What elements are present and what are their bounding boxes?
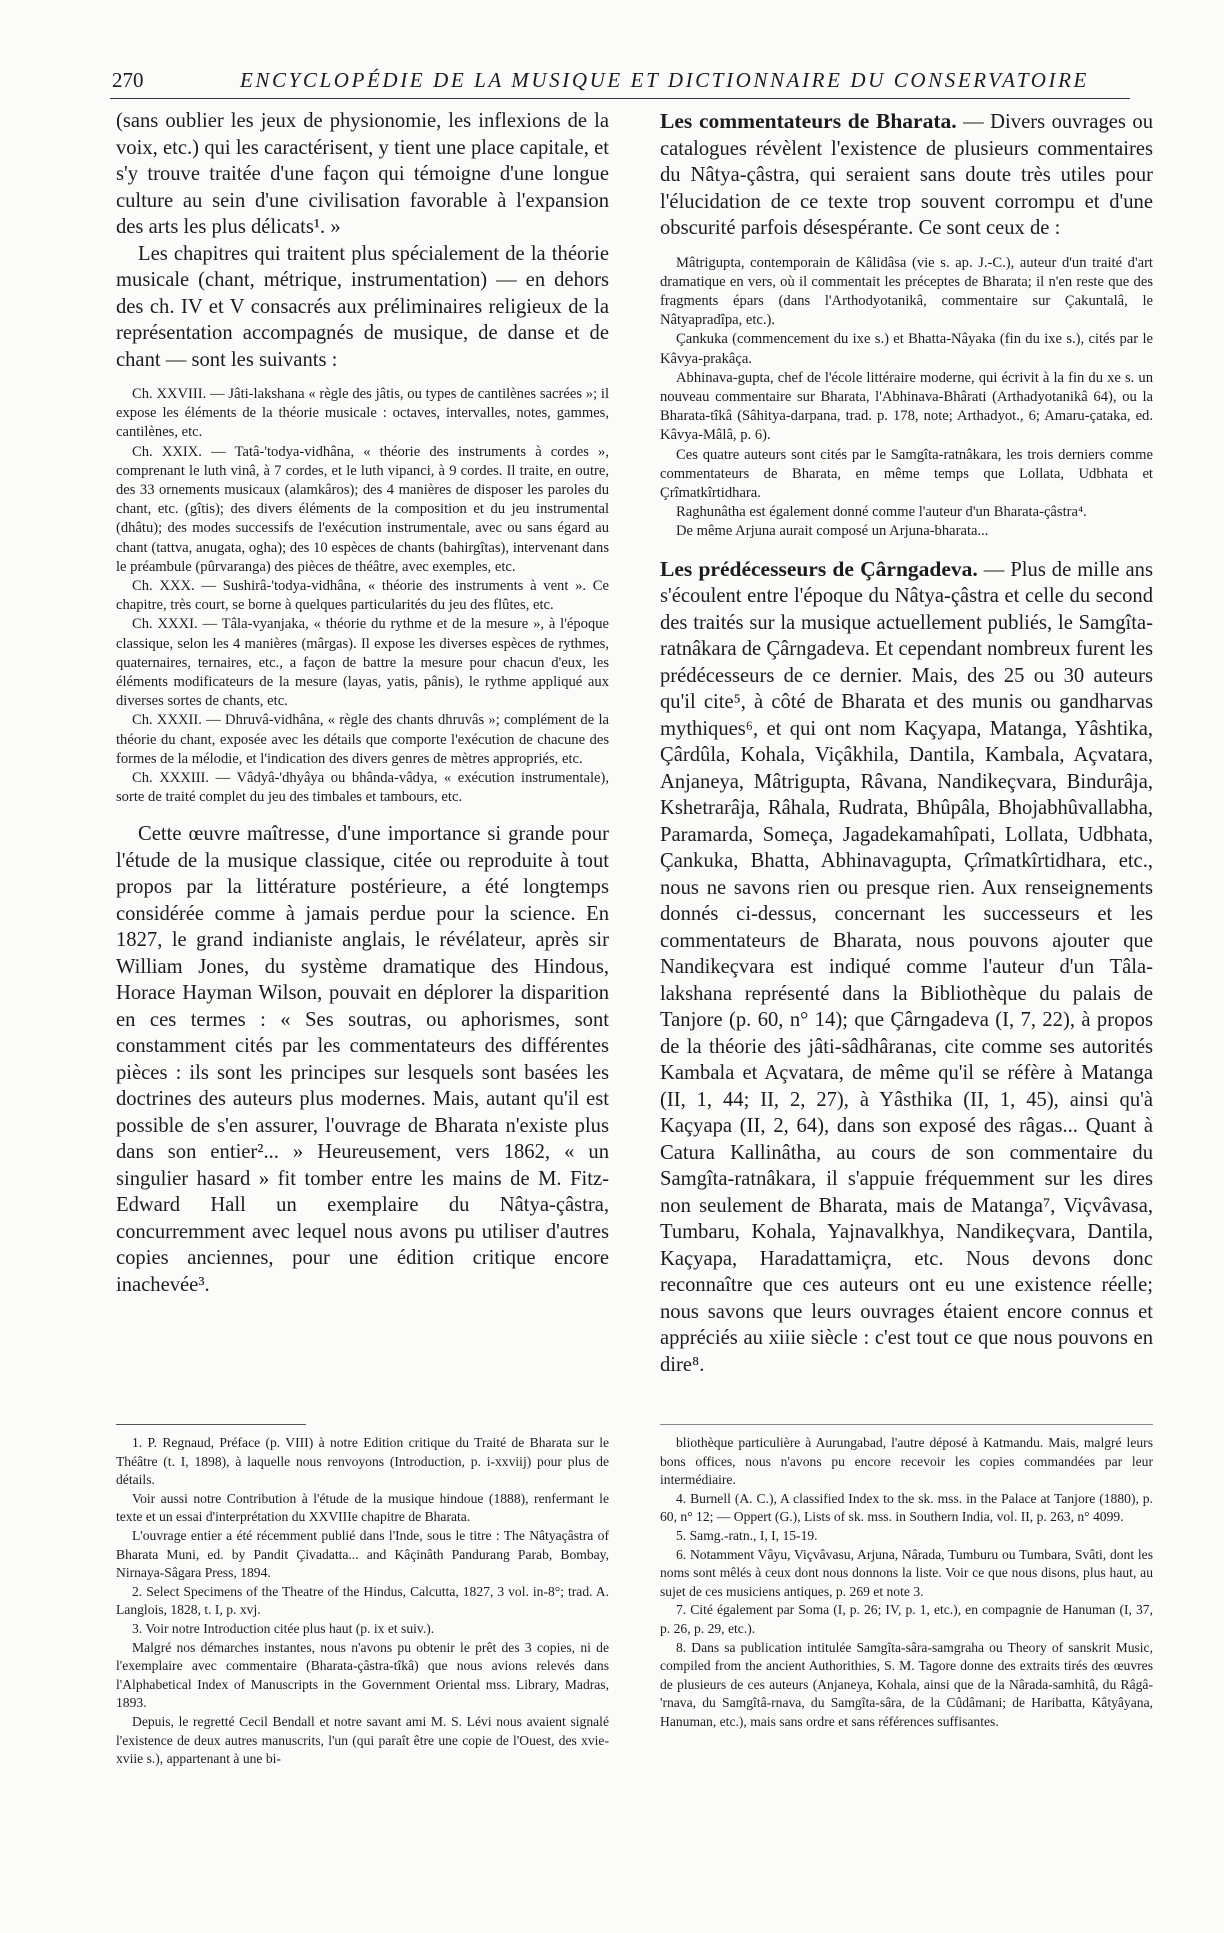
right-paragraph-2 xyxy=(660,556,1153,1379)
section-heading-predecesseurs: Les prédécesseurs de Çârngadeva. xyxy=(660,556,978,581)
chapter-item: Ch. XXVIII. — Jâti-lakshana « règle des jâtis, ou types de cantilènes sacrées »; il expose les éléments de la théorie musicale : octaves, intervalles, notes, gammes, cantilènes, etc. xyxy=(116,386,609,441)
page-number: 270 xyxy=(112,68,144,92)
left-paragraph-3: Cette œuvre maîtresse, d'une importance si grande pour l'étude de la musique classique, citée ou reproduite à tout propos par la littérature postérieure, a été longtemps considérée comme à jamais perdue pour la science. En 1827, le grand indianiste anglais, le révélateur, après sir William Jones, du système dramatique des Hindous, Horace Hayman Wilson, pouvait en déplorer la disparition en ces termes : « Ses soutras, ou aphorismes, sont constamment cités par les commentateurs des différentes pièces : ils sont les principes sur lesquels sont basées les doctrines des auteurs plus modernes. Mais, autant qu'il est possible de s'en assurer, l'ouvrage de Bharata n'existe plus dans son entier²... » Heureusement, vers 1862, « un singulier hasard » fit tomber entre les mains de M. Fitz-Edward Hall un exemplaire du Nâtya-çâstra, concurremment avec lequel nous avons pu utiliser d'autres copies anciennes, pour une édition critique encore inachevée³. xyxy=(116,823,609,1296)
chapter-item: Ch. XXX. — Sushirâ-'todya-vidhâna, « théorie des instruments à vent ». Ce chapitre, très court, se borne à quelques particularités du jeu des flûtes, etc. xyxy=(116,578,609,614)
footnote: 8. Dans sa publication intitulée Samgîta-sâra-samgraha ou Theory of sanskrit Music, compiled from the ancient Authorithies, S. M. Tagore donne des extraits tirés des œuvres de plusieurs de ces auteurs (Anjaneya, Kohala, ainsi que de la Nârada-samhitâ, du Râgâ-'rnava, du Samgîtâ-rnava, du Samgîta-sâra, de la Cûdâmani; de Haribatta, Kâtyâyana, Hanuman, etc.), mais sans ordre et sans références suffisantes. xyxy=(660,1639,1153,1729)
footnote: 6. Notamment Vâyu, Viçvâvasu, Arjuna, Nârada, Tumburu ou Tumbara, Svâti, dont les noms sont mêlés à ceux dont nous donnons la liste. Voir ce que nous disons, plus haut, au sujet de ces musiciens antiques, p. 269 et note 3. xyxy=(660,1546,1153,1599)
footnote: Malgré nos démarches instantes, nous n'avons pu obtenir le prêt des 3 copies, ni de l'exemplaire avec commentaire (Bharata-çâstra-tîkâ) que nous avions relevés dans l'Alphabetical Index of Manuscripts in the Government Oriental mss. Library, Madras, 1893. xyxy=(116,1639,609,1711)
footnote-rule xyxy=(116,1424,306,1425)
footnote: 4. Burnell (A. C.), A classified Index to the sk. mss. in the Palace at Tanjore (1880), p. 60, n° 12; — Oppert (G.), Lists of sk. mss. in Southern India, vol. II, p. 263, n° 4099. xyxy=(660,1490,1153,1525)
left-footnotes xyxy=(116,1434,609,1769)
footnote-rule xyxy=(660,1424,1153,1425)
footnote: Voir aussi notre Contribution à l'étude de la musique hindoue (1888), renfermant le texte et un essai d'interprétation du XXVIIIe chapitre de Bharata. xyxy=(116,1490,609,1525)
right-column xyxy=(660,108,1153,1378)
footnote: 3. Voir notre Introduction citée plus haut (p. ix et suiv.). xyxy=(132,1620,435,1636)
commentators-list xyxy=(660,254,1153,542)
running-header xyxy=(110,64,1130,99)
commentator-item: De même Arjuna aurait composé un Arjuna-bharata... xyxy=(676,523,989,540)
footnote: 2. Select Specimens of the Theatre of the Hindus, Calcutta, 1827, 3 vol. in-8°; trad. A. Langlois, 1828, t. I, p. xvj. xyxy=(116,1583,609,1618)
section-heading-commentateurs: Les commentateurs de Bharata. xyxy=(660,109,957,133)
commentator-item: Mâtrigupta, contemporain de Kâlidâsa (vie s. ap. J.-C.), auteur d'un traité d'art dramatique en vers, où il commentait les préceptes de Bharata; il n'en reste que des fragments épars (dans l'Arthodyotanikâ, commentaire sur Çakuntalâ, le Nâtyapradîpa, etc.). xyxy=(660,254,1153,329)
chapter-item: Ch. XXXII. — Dhruvâ-vidhâna, « règle des chants dhruvâs »; complément de la théorie du chant, exposée avec les détails que comporte l'exécution de chacune des formes de la mélodie, et l'indication des divers genres de mètres appropriés, etc. xyxy=(116,712,609,767)
chapter-item: Ch. XXXI. — Tâla-vyanjaka, « théorie du rythme et de la mesure », à l'époque classique, selon les 4 manières (mârgas). Il expose les diverses espèces de rythmes, quaternaires, ternaires, etc., a façon de battre la mesure pour chacun d'eux, les éléments modificateurs de la mesure (layas, yatis, pânis), le rythme appliqué aux diverses sortes de chants, etc. xyxy=(116,616,609,710)
right-paragraph-1 xyxy=(660,108,1153,242)
footnote: 5. Samg.-ratn., I, I, 15-19. xyxy=(676,1527,818,1543)
chapter-item: Ch. XXXIII. — Vâdyâ-'dhyâya ou bhânda-vâdya, « exécution instrumentale), sorte de traité complet du jeu des timbales et tambours, etc. xyxy=(116,770,609,806)
footnote: bliothèque particulière à Aurungabad, l'autre déposé à Katmandu. Mais, malgré leurs bons offices, nous n'avons pu encore recevoir les copies commandées par leur intermédiaire. xyxy=(660,1435,1153,1488)
footnote: 7. Cité également par Soma (I, p. 26; IV, p. 1, etc.), en compagnie de Hanuman (I, 37, p. 26, p. 29, etc.). xyxy=(660,1602,1153,1636)
chapter-item: Ch. XXIX. — Tatâ-'todya-vidhâna, « théorie des instruments à cordes », comprenant le luth vinâ, à 7 cordes, et le luth vipanci, à 9 cordes. Il traite, en outre, des 33 ornements musicaux (alamkâros); des 4 manières de disposer les paroles du chant, etc. (gîtis); des divers éléments de la composition et du jeu instrumental (dhâtu); des modes successifs de l'exécution instrumentale, avec ou sans égard au chant (tattva, anugata, ogha); des 10 espèces de chants (bahirgîtas), intervenant dans le préambule (pûrvaranga) des pièces de théâtre, avec exemples, etc. xyxy=(116,443,609,575)
commentator-item: Abhinava-gupta, chef de l'école littéraire moderne, qui écrivit à la fin du xe s. un nouveau commentaire sur Bharata, l'Abhinava-Bhârati (Arthadyotanikâ 64), ou la Bharata-tîkâ (Sâhitya-darpana, trad. p. 178, note; Arthadyot., 6; Amaru-çataka, ed. Kâvya-Mâlâ, p. 6). xyxy=(660,369,1153,444)
left-column xyxy=(116,108,609,1298)
commentator-item: Ces quatre auteurs sont cités par le Samgîta-ratnâkara, les trois derniers comme commentateurs de Bharata, en même temps que Lollata, Udbhata et Çrîmatkîrtidhara. xyxy=(660,446,1153,501)
right-footnotes xyxy=(660,1434,1153,1732)
commentator-item: Raghunâtha est également donné comme l'auteur d'un Bharata-çâstra⁴. xyxy=(676,504,1087,521)
running-title: ENCYCLOPÉDIE DE LA MUSIQUE ET DICTIONNAIRE DU CONSERVATOIRE xyxy=(240,68,1089,92)
paragraph-text: — Divers ouvrages ou catalogues révèlent l'existence de plusieurs commentaires du Nâtya-çâstra, qui seraient sans doute très utiles pour l'élucidation de ce texte trop souvent corrompu et d'une obscurité parfois désespérante. Ce sont ceux de : xyxy=(660,111,1153,239)
chapter-list xyxy=(116,385,609,807)
footnote: Depuis, le regretté Cecil Bendall et notre savant ami M. S. Lévi nous avaient signalé l'existence de deux autres manuscrits, l'un (qui paraît être une copie de l'Ouest, des xvie-xviie s.), appartenant à une bi- xyxy=(116,1713,609,1767)
left-paragraph-1: (sans oublier les jeux de physionomie, les inflexions de la voix, etc.) qui les caractérisent, y tient une place capitale, et s'y trouve traitée d'une façon qui témoigne d'une longue culture au sein d'une civilisation favorable à l'expansion des arts les plus délicats¹. » xyxy=(116,110,609,238)
footnote: L'ouvrage entier a été récemment publié dans l'Inde, sous le titre : The Nâtyaçâstra of Bharata Muni, ed. by Pandit Çivadatta... and Kâçinâth Pandurang Parab, Bombay, Nirnaya-Sâgara Press, 1894. xyxy=(116,1527,609,1581)
left-paragraph-2: Les chapitres qui traitent plus spécialement de la théorie musicale (chant, métrique, instrumentation) — en dehors des ch. IV et V consacrés aux préliminaires religieux de la représentation accompagnés de musique, de danse et de chant — sont les suivants : xyxy=(116,242,609,371)
commentator-item: Çankuka (commencement du ixe s.) et Bhatta-Nâyaka (fin du ixe s.), cités par le Kâvya-prakâça. xyxy=(660,331,1153,367)
paragraph-text: — Plus de mille ans s'écoulent entre l'époque du Nâtya-çâstra et celle du second des traités sur la musique actuellement publiés, le Samgîta-ratnâkara de Çârngadeva. Et cependant nombreux furent les prédécesseurs de ce dernier. Mais, des 25 ou 30 auteurs qu'il cite⁵, à côté de Bharata et des munis ou gandharvas mythiques⁶, et qui ont nom Kaçyapa, Matanga, Yâshtika, Çârdûla, Kohala, Viçâkhila, Dantila, Kambala, Açvatara, Anjaneya, Mâtrigupta, Râvana, Nandikeçvara, Bindurâja, Kshetrarâja, Râhala, Rudrata, Bhûpâla, Bhojabhûvallabha, Paramarda, Someça, Jagadekamahîpati, Lollata, Udbhata, Çankuka, Bhatta, Abhinavagupta, Çrîmatkîrtidhara, etc., nous ne savons rien ou presque rien. Aux renseignements donnés ci-dessus, concernant les successeurs et les commentateurs de Bharata, nous pouvons ajouter que Nandikeçvara est indiqué comme l'auteur d'un Tâla-lakshana représenté dans la Bibliothèque du palais de Tanjore (p. 60, n° 14); que Çârngadeva (I, 7, 22), à propos de la théorie des jâti-sâdhâranas, cite comme ses autorités Kambala et Açvatara, de même qu'il se réfère à Matanga (II, 1, 44; II, 2, 27), à Yâsthika (II, 1, 45), ainsi qu'à Kaçyapa (II, 2, 64), dans son exposé des râgas... Quant à Catura Kallinâtha, au cours de son commentaire du Samgîta-ratnâkara, il s'appuie fréquemment sur les dires non seulement de Bharata, mais de Matanga⁷, Viçvâvasa, Tumbaru, Kohala, Yajnavalkhya, Nandikeçvara, Dantila, Kaçyapa, Haradattamiçra, etc. Nous devons donc reconnaître que ces auteurs ont eu une existence réelle; nous savons que leurs ouvrages étaient encore connus et appréciés au xiiie siècle : c'est tout ce que nous pouvons en dire⁸. xyxy=(660,558,1153,1376)
footnote: 1. P. Regnaud, Préface (p. VIII) à notre Edition critique du Traité de Bharata sur le Théâtre (t. I, 1898), à laquelle nous renvoyons (Introduction, p. i-xxviij) pour plus de détails. xyxy=(116,1435,609,1488)
